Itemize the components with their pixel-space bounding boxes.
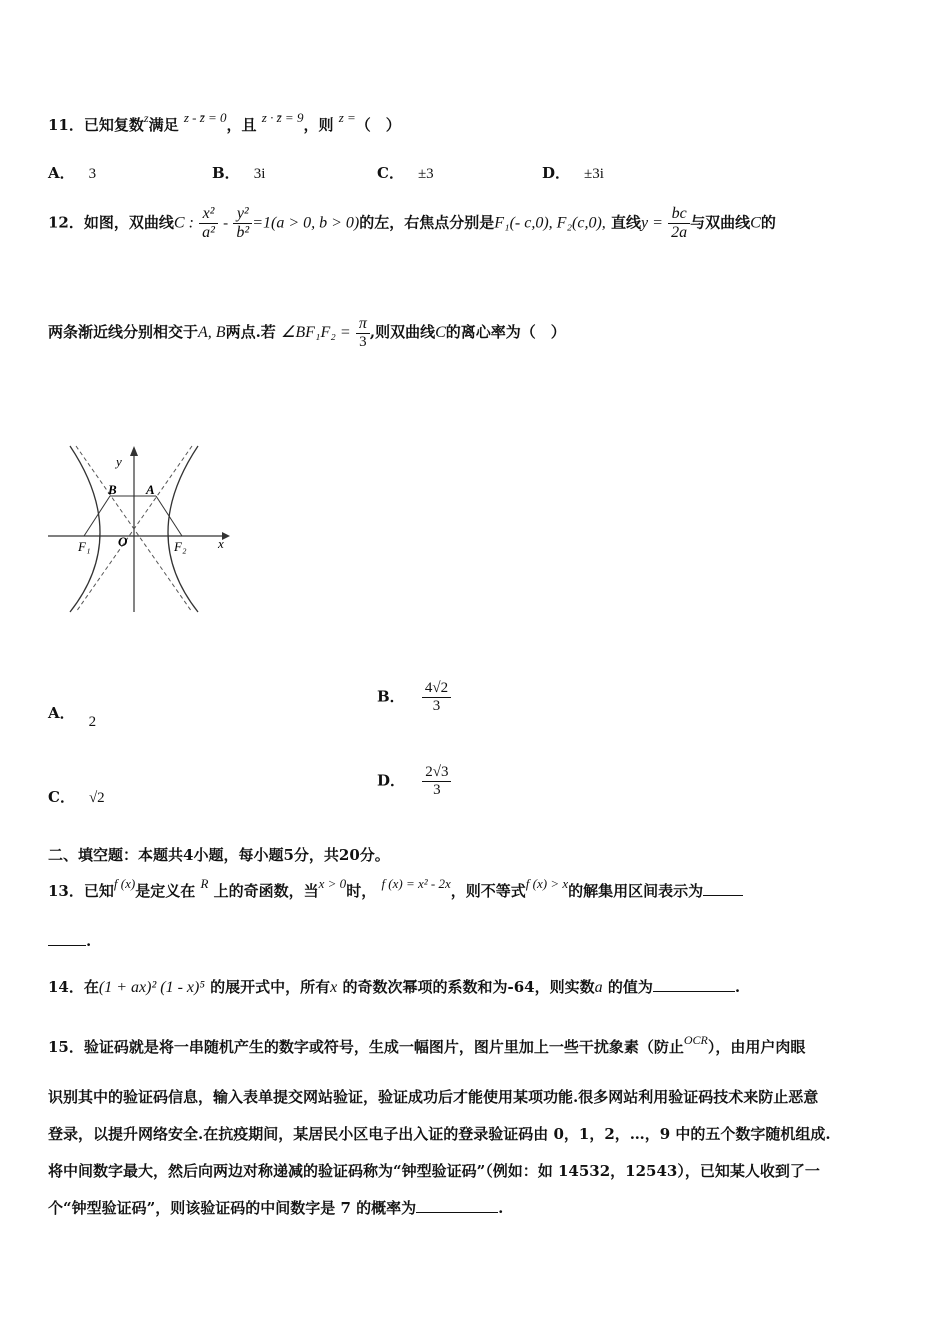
q13-function-definition: f (x) = x² - 2x [381,876,451,891]
q13-answer-blank-cont[interactable] [48,945,86,946]
origin-label: O [118,534,128,549]
q11-option-b[interactable]: B． 3i [212,164,266,182]
q13-answer-blank[interactable] [703,895,743,896]
q12-option-c[interactable]: C． √2 [48,788,105,806]
q12-stem-line-2: 两条渐近线分别相交于A, B两点.若 ∠BF₁F₂ = $\frac{\pi}{3}$ ,则双曲线C的离心率为（ ） [48,315,566,350]
hyperbola-left-branch [70,446,100,612]
q12-number: 12． [48,213,84,232]
q15-line-4: 将中间数字最大，然后向两边对称递减的验证码称为“钟型验证码”（例如：如 14532，12543），已知某人收到了一 [48,1162,820,1180]
q12-fraction-x: $\frac{\text{x²}}{\text{a²}}$ [199,205,218,242]
q14-number: 14． [48,978,84,996]
q15-answer-blank[interactable] [416,1212,498,1213]
q11-condition-1: z - z̄ = 0 [183,110,227,125]
y-axis-label: y [116,454,122,469]
q11-option-d[interactable]: D． ±3i [542,164,604,182]
focus-f2-label: F₂ [174,539,187,554]
hyperbola-figure [46,440,246,618]
segment-a-f2 [156,496,182,536]
q12-option-a[interactable]: A． 2 [48,704,97,730]
q12-fraction-bc: $\frac{bc}{2a}$ [668,205,690,242]
q15-line-3: 登录，以提升网络安全.在抗疫期间，某居民小区电子出入证的登录验证码由 0，1，2，…，9 中的五个数字随机组成. [48,1125,831,1143]
focus-f1-label: F₁ [78,539,91,554]
q12-option-d[interactable]: D． $\frac{2√3}{3}$ [377,764,451,799]
q13-number: 13． [48,882,84,900]
segment-f1-b [84,496,110,536]
q11-number: 11． [48,116,84,134]
q15-line-1: 15．验证码就是将一串随机产生的数字或符号，生成一幅图片，图片里加上一些干扰象素（防止$^{OCR}$），由用户肉眼 [48,1033,806,1056]
q13-stem: 13．已知f (x)是定义在 R 上的奇函数，当x > 0时， f (x) = x² - 2x，则不等式f (x) > x的解集用区间表示为 [48,880,743,901]
q12-fraction-y: $\frac{\text{y²}}{\text{b²}}$ [233,205,252,242]
point-a-label: A [146,482,155,497]
section-2-heading: 二、填空题：本题共4小题，每小题5分，共20分。 [48,846,390,864]
q12-option-b[interactable]: B． $\frac{4√2}{3}$ [377,680,451,715]
q14-expression: (1 + ax)² (1 - x)⁵ [98,979,205,996]
q15-line-5: 个“钟型验证码”，则该验证码的中间数字是 7 的概率为 . [48,1199,504,1217]
q11-option-c[interactable]: C． ±3 [377,164,434,182]
x-axis-label: x [218,536,224,551]
q12-foci: F₁(- c,0), F₂(c,0), [494,214,606,232]
q11-stem: 11．已知复数$^z$满足 z - z̄ = 0，且 z · z̄ = 9，则 z =（ ） [48,110,401,134]
hyperbola-right-branch [168,446,198,612]
q11-option-a[interactable]: A． 3 [48,164,97,182]
q12-angle: ∠BF₁F₂ = [281,324,351,341]
q12-fraction-pi: $\frac{\pi}{3}$ [356,315,370,351]
q14-answer-blank[interactable] [653,991,735,992]
q15-line-2: 识别其中的验证码信息，输入表单提交网站验证，验证成功后才能使用某项功能.很多网站利用验证码技术来防止恶意 [48,1088,819,1106]
q15-number: 15． [48,1038,84,1056]
q13-stem-line-2: . [48,932,91,950]
q14-stem: 14．在(1 + ax)² (1 - x)⁵ 的展开式中，所有x 的奇数次幂项的系数和为-64，则实数a 的值为 . [48,978,741,996]
q11-condition-2: z · z̄ = 9 [261,110,304,125]
y-axis-arrow [130,446,138,456]
q12-stem-line-1: 12．如图，双曲线C : $\frac{\text{x²}}{\text{a²}}$ - $\frac{\text{y²}}{\text{b²}}$ =1(a > 0, b > 0)的左，右焦点分别是F₁(- c,0), F₂(c,0), 直线y = $\frac{bc}{2a}$ 与双曲线C的 [48,205,776,241]
point-b-label: B [108,482,117,497]
